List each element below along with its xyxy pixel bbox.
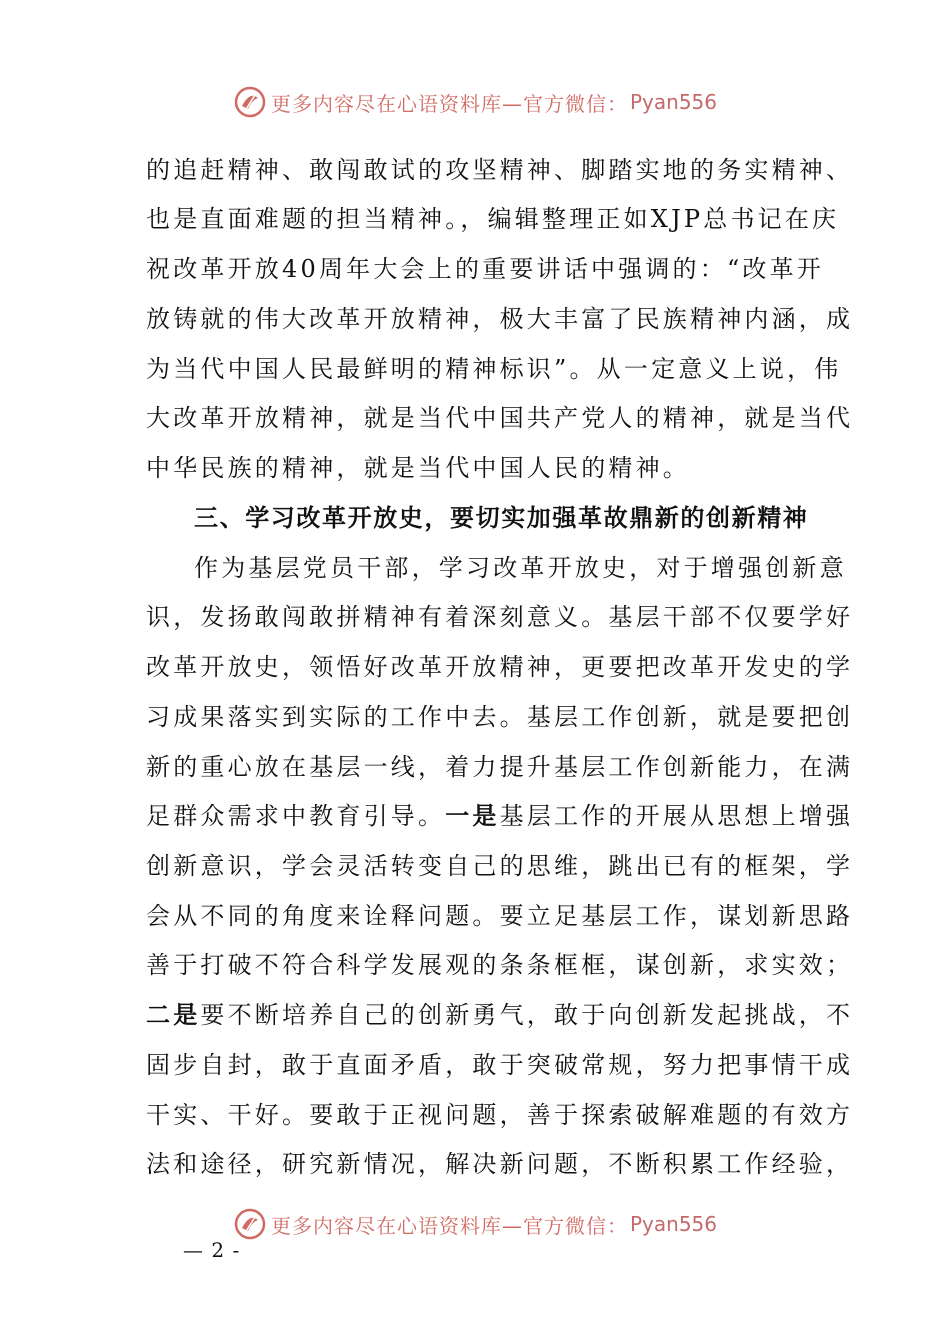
body-line: 干实、干好。要敢于正视问题，善于探索破解难题的有效方 [146, 1101, 854, 1129]
watermark-banner-top [0, 82, 950, 122]
body-line: 新的重心放在基层一线，着力提升基层工作创新能力，在满 [146, 753, 854, 781]
body-line [146, 796, 854, 836]
body-text: 基层工作的开展从思想上增强 [499, 802, 854, 830]
watermark-text: 更多内容尽在心语资料库—官方微信： [270, 91, 628, 116]
watermark-id: Pyan556 [629, 90, 717, 114]
body-line: 的追赶精神、敢闯敢试的攻坚精神、脚踏实地的务实精神、 [146, 156, 854, 184]
body-text: 足群众需求中教育引导。 [146, 802, 446, 830]
watermark-id: Pyan556 [629, 1212, 717, 1236]
body-line: 识，发扬敢闯敢拼精神有着深刻意义。基层干部不仅要学好 [146, 603, 854, 631]
body-line: 会从不同的角度来诠释问题。要立足基层工作，谋划新思路 [146, 902, 854, 930]
body-line: 法和途径，研究新情况，解决新问题，不断积累工作经验， [146, 1150, 854, 1178]
watermark-logo-icon [233, 85, 267, 119]
body-line: 习成果落实到实际的工作中去。基层工作创新，就是要把创 [146, 703, 854, 731]
body-line: 大改革开放精神，就是当代中国共产党人的精神，就是当代 [146, 404, 854, 432]
body-line: 固步自封，敢于直面矛盾，敢于突破常规，努力把事情干成 [146, 1051, 854, 1079]
emphasis-text: 二是 [146, 1000, 201, 1029]
watermark-logo-icon [233, 1207, 267, 1241]
watermark-text: 更多内容尽在心语资料库—官方微信： [270, 1213, 628, 1238]
body-line: 创新意识，学会灵活转变自己的思维，跳出已有的框架，学 [146, 852, 854, 880]
body-line [146, 995, 854, 1035]
section-heading: 三、学习改革开放史，要切实加强革故鼎新的创新精神 [194, 503, 809, 532]
body-line: 善于打破不符合科学发展观的条条框框，谋创新，求实效； [146, 951, 854, 979]
emphasis-text: 一是 [445, 801, 500, 830]
body-line: 放铸就的伟大改革开放精神，极大丰富了民族精神内涵，成 [146, 305, 854, 333]
body-line: 中华民族的精神，就是当代中国人民的精神。 [146, 454, 690, 482]
body-line: 作为基层党员干部，学习改革开放史，对于增强创新意 [194, 554, 847, 582]
body-text: 要不断培养自己的创新勇气，敢于向创新发起挑战，不 [200, 1001, 854, 1029]
body-line: 为当代中国人民最鲜明的精神标识”。从一定意义上说，伟 [146, 355, 842, 383]
watermark-banner-bottom [0, 1204, 950, 1244]
body-line: 改革开放史，领悟好改革开放精神，更要把改革开发史的学 [146, 653, 854, 681]
body-line: 祝改革开放40周年大会上的重要讲话中强调的：“改革开 [146, 255, 825, 283]
body-line: 也是直面难题的担当精神。，编辑整理正如XJP总书记在庆 [146, 205, 840, 233]
page-number: — 2 - [183, 1238, 241, 1262]
